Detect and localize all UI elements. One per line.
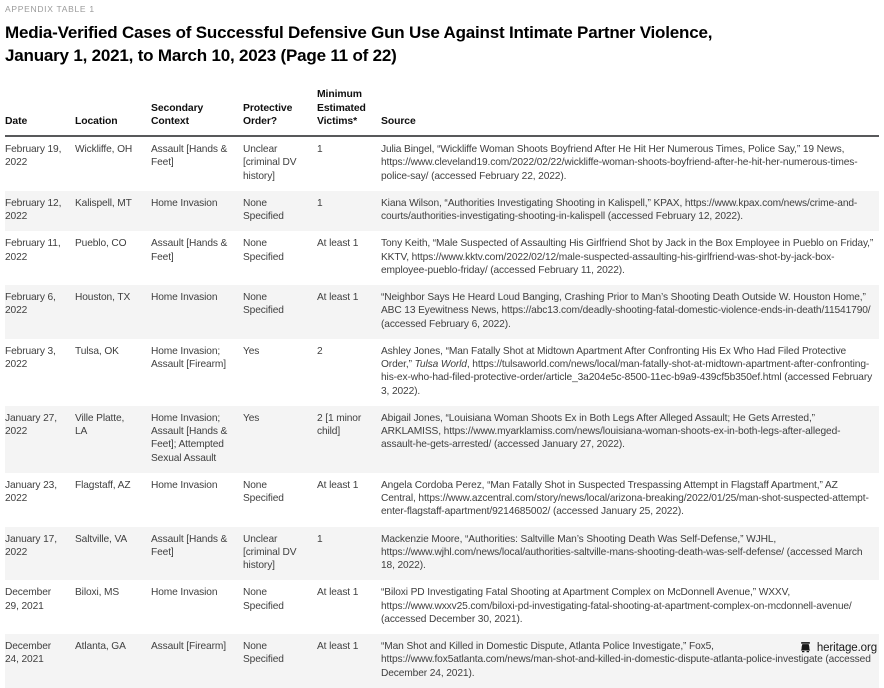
cell-victims: 1 [317, 144, 323, 156]
cell-protective-order: None Specified [243, 292, 284, 317]
cell-source: Tony Keith, “Male Suspected of Assaulting His Girlfriend Shot by Jack in the Box Employee in Pueblo on Friday,” KKTV, https://www.kktv.com/2022/02/12/male-suspected-assaulting-his-girlfriend-was-shot-by-jack-box-employee-pueblo-friday/ (accessed February 11, 2022). [381, 238, 874, 276]
cell-protective-order: None Specified [243, 587, 284, 612]
cell-location: Flagstaff, AZ [75, 479, 131, 491]
cell-secondary-context: Home Invasion [151, 292, 218, 304]
cell-source: “Neighbor Says He Heard Loud Banging, Crashing Prior to Man’s Shooting Death Outside W. Houston Home,” ABC 13 Eyewitness News, https://abc13.com/deadly-shooting-fatal-domestic-violence-ends-in-death/11541790/ (accessed February 6, 2022). [381, 292, 871, 330]
cell-secondary-context: Assault [Hands & Feet] [151, 144, 228, 169]
table-row [5, 527, 879, 581]
cell-secondary-context: Assault [Hands & Feet] [151, 533, 228, 558]
cell-source: “Man Shot and Killed in Domestic Dispute, Atlanta Police Investigate,” Fox5, https://www.fox5atlanta.com/news/man-shot-and-killed-in-domestic-dispute-atlanta-police-investigate (accessed December 24, 2021). [381, 641, 871, 679]
page-title [5, 21, 879, 67]
cell-source: Julia Bingel, “Wickliffe Woman Shoots Boyfriend After He Hit Her Numerous Times, Police Say,” 19 News, https://www.cleveland19.com/2022/02/22/wickliffe-woman-shoots-boyfriend-after-he-hit-her-numerous-times-police-say/ (accessed February 22, 2022). [381, 144, 858, 182]
cell-victims: 2 [1 minor child] [317, 412, 362, 438]
cell-secondary-context: Assault [Firearm] [151, 641, 226, 653]
col-header-location: Location [75, 115, 118, 127]
table-row [5, 136, 879, 191]
cell-location: Wickliffe, OH [75, 144, 133, 156]
cell-secondary-context: Home Invasion [151, 479, 218, 491]
table-row [5, 406, 879, 473]
cell-date: January 23, 2022 [5, 479, 57, 505]
cell-source: Mackenzie Moore, “Authorities: Saltville Man’s Shooting Death Was Self-Defense,” WJHL, https://www.wjhl.com/news/local/authorities-saltville-mans-shooting-death-was-self-defense/ (accessed March 18, 2022). [381, 533, 863, 572]
footer [799, 641, 877, 654]
col-header-protective-order: Protective Order? [243, 102, 293, 127]
page-title-line-2: January 1, 2021, to March 10, 2023 (Page 11 of 22) [5, 46, 397, 66]
cell-date: February 6, 2022 [5, 292, 56, 317]
cell-date: February 12, 2022 [5, 197, 62, 223]
table-row [5, 285, 879, 339]
cell-location: Atlanta, GA [75, 641, 126, 653]
table-row [5, 339, 879, 406]
col-header-secondary-context: Secondary Context [151, 102, 204, 127]
cell-victims: At least 1 [317, 587, 359, 599]
cell-date: December 29, 2021 [5, 587, 52, 612]
cell-victims: At least 1 [317, 292, 359, 304]
cell-protective-order: None Specified [243, 238, 284, 263]
cell-victims: At least 1 [317, 641, 359, 653]
table-header-row [5, 88, 879, 136]
cell-location: Pueblo, CO [75, 238, 127, 250]
cell-location: Kalispell, MT [75, 197, 132, 209]
cell-date: February 19, 2022 [5, 144, 62, 169]
cell-secondary-context: Home Invasion; Assault [Firearm] [151, 345, 226, 371]
cases-table [5, 88, 879, 688]
cell-date: February 3, 2022 [5, 345, 56, 371]
cell-protective-order: None Specified [243, 641, 284, 666]
col-header-minimum-estimated-victims: Minimum Estimated Victims* [317, 89, 366, 127]
page-title-line-1: Media-Verified Cases of Successful Defensive Gun Use Against Intimate Partner Violence, [5, 23, 713, 42]
appendix-kicker: APPENDIX TABLE 1 [5, 4, 95, 14]
cell-victims: 1 [317, 197, 323, 209]
cell-victims: 2 [317, 345, 323, 357]
cell-secondary-context: Home Invasion; Assault [Hands & Feet]; Attempted Sexual Assault [151, 412, 228, 464]
cell-protective-order: None Specified [243, 197, 284, 223]
cell-protective-order: None Specified [243, 479, 284, 505]
table-row [5, 580, 879, 634]
cell-protective-order: Yes [243, 412, 260, 424]
cell-source: “Biloxi PD Investigating Fatal Shooting at Apartment Complex on McDonnell Avenue,” WXXV, https://www.wxxv25.com/biloxi-pd-investigating-fatal-shooting-at-apartment-complex-on-mcdonnell-avenue/ (accessed December 30, 2021). [381, 587, 852, 625]
table-row [5, 473, 879, 527]
col-header-source: Source [381, 115, 416, 127]
cell-victims: At least 1 [317, 238, 359, 250]
cell-source: Ashley Jones, “Man Fatally Shot at Midtown Apartment After Confronting His Ex Who Had Filed Protective Order,” Tulsa World, https://tulsaworld.com/news/local/man-fatally-shot-at-midtown-apartment-after-confronting-his-ex-who-had-filed-protective-order/article_3a204e5c-8500-11ec-b9a9-439cf5b350ef.html (accessed February 3, 2022). [381, 345, 873, 397]
cell-location: Saltville, VA [75, 533, 128, 545]
col-header-date: Date [5, 115, 28, 127]
cell-secondary-context: Assault [Hands & Feet] [151, 238, 228, 263]
table-row [5, 191, 879, 232]
cell-protective-order: Unclear [criminal DV history] [243, 533, 297, 572]
table-row [5, 231, 879, 285]
cell-location: Houston, TX [75, 292, 131, 304]
cell-protective-order: Unclear [criminal DV history] [243, 144, 297, 182]
cell-secondary-context: Home Invasion [151, 197, 218, 209]
cell-protective-order: Yes [243, 345, 260, 357]
cell-source: Angela Cordoba Perez, “Man Fatally Shot in Suspected Trespassing Attempt in Flagstaff Apartment,” AZ Central, https://www.azcentral.com/story/news/local/arizona-breaking/2022/01/25/man-shot-suspected-attempt-enter-flagstaff-apartment/9214685002/ (accessed January 25, 2022). [381, 479, 869, 518]
cell-date: January 17, 2022 [5, 533, 57, 558]
cell-secondary-context: Home Invasion [151, 587, 218, 599]
table-header [5, 88, 879, 136]
cell-date: February 11, 2022 [5, 238, 61, 263]
table-row [5, 634, 879, 688]
footer-site-label: heritage.org [816, 641, 877, 654]
table-body [5, 136, 879, 688]
cell-source: Abigail Jones, “Louisiana Woman Shoots Ex in Both Legs After Alleged Assault; He Gets Arrested,” ARKLAMISS, https://www.myarklamiss.com/news/louisiana-woman-shoots-ex-in-both-legs-after-alleged-assault-he-gets-arrested/ (accessed January 27, 2022). [381, 412, 841, 451]
cell-date: December 24, 2021 [5, 641, 52, 666]
cell-source: Kiana Wilson, “Authorities Investigating Shooting in Kalispell,” KPAX, https://www.kpax.com/news/crime-and-courts/authorities-investigating-shooting-in-kalispell (accessed February 12, 2022). [381, 197, 858, 223]
cell-victims: At least 1 [317, 479, 359, 491]
cell-location: Biloxi, MS [75, 587, 120, 599]
liberty-bell-icon [799, 641, 812, 654]
cell-date: January 27, 2022 [5, 412, 57, 438]
cell-location: Ville Platte, LA [75, 412, 125, 438]
cell-victims: 1 [317, 533, 323, 545]
cell-location: Tulsa, OK [75, 345, 119, 357]
